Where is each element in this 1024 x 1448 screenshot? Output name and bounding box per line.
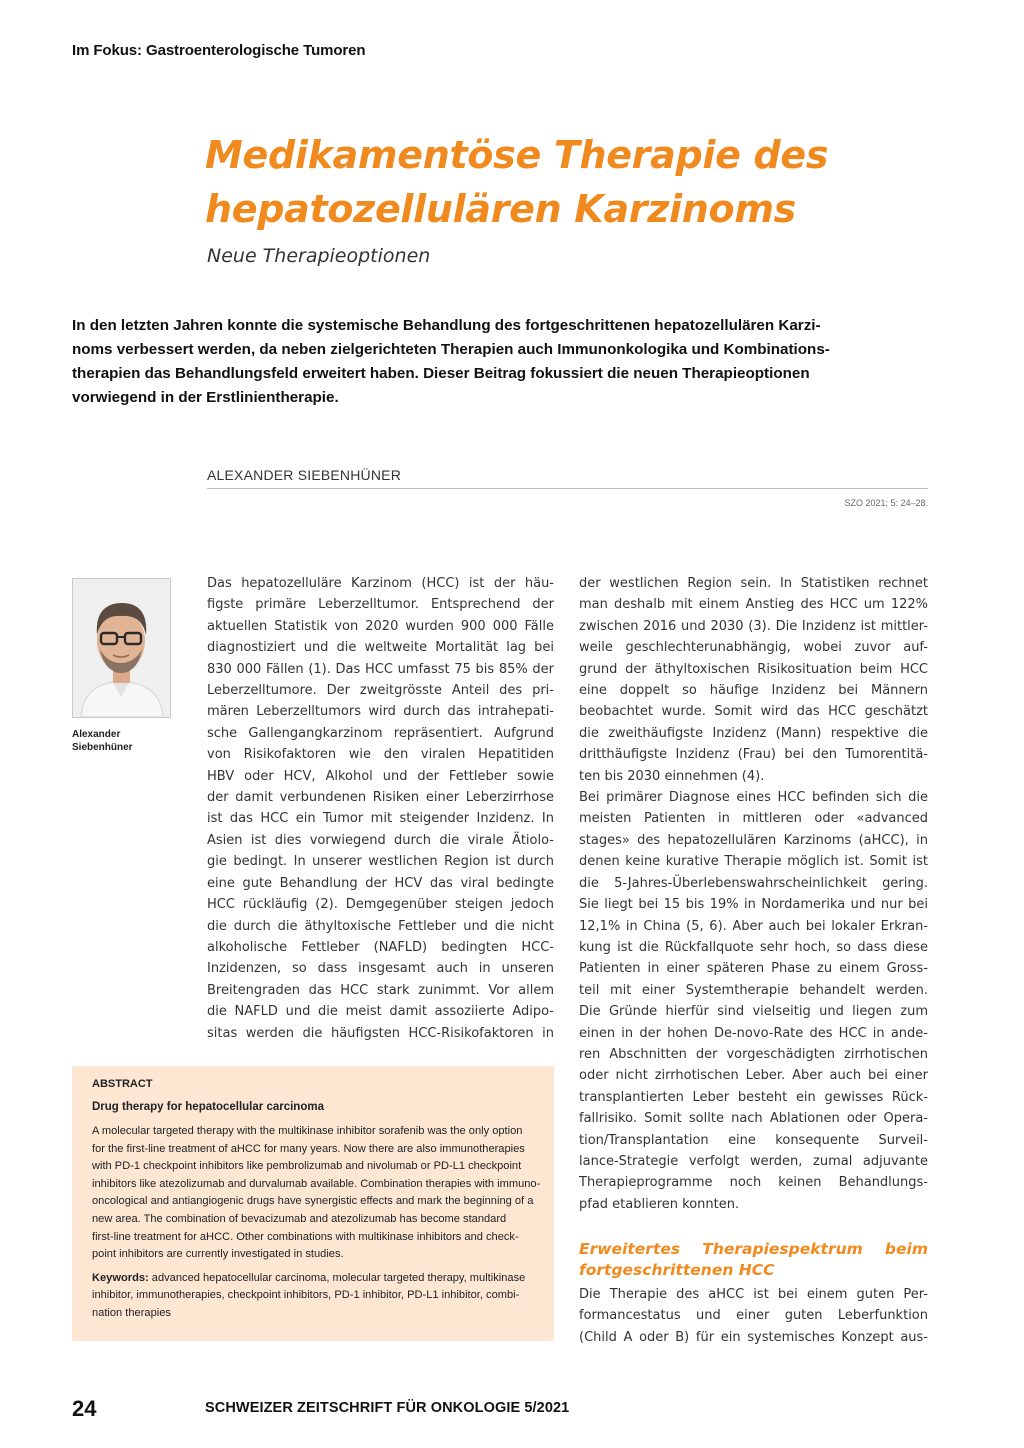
body-line: einen in der hohen De-novo-Rate des HCC in ande- — [579, 1025, 928, 1041]
body-line: Asien ist dies vorwiegend durch die virale Ätiolo- — [207, 832, 554, 848]
page-number: 24 — [72, 1396, 97, 1421]
citation: SZO 2021; 5: 24–28. — [844, 498, 928, 508]
abstract-line: for the first-line treatment of aHCC for many years. Now there are also immunotherapies — [92, 1142, 525, 1155]
body-line: ren Abschnitten der vorgeschädigten zirrhotischen — [579, 1046, 928, 1062]
body-line: 12,1% in China (5, 6). Aber auch bei lokaler Erkran- — [579, 918, 928, 934]
abstract-box — [72, 1066, 554, 1341]
abstract-line: new area. The combination of bevacizumab and atezolizumab has become standard — [92, 1212, 507, 1225]
body-column-2 — [579, 573, 928, 1215]
body-line: der damit verbundenen Risiken einer Leberzirrhose — [207, 790, 554, 806]
body-line: Das hepatozelluläre Karzinom (HCC) ist der häu- — [207, 576, 554, 591]
body-line: 830 000 Fällen (1). Das HCC umfasst 75 bis 85% der — [207, 661, 554, 677]
body-line: tion/Transplantation eine konsequente Surveil- — [579, 1132, 928, 1148]
body-line: alkoholische Fettleber (NAFLD) bedingten HCC- — [207, 939, 554, 955]
body-line: man deshalb mit einem Anstieg des HCC um 122% — [579, 597, 928, 613]
abstract-title: Drug therapy for hepatocellular carcinoma — [92, 1101, 324, 1113]
author-divider — [207, 488, 928, 489]
body-line: Die Therapie des aHCC ist bei einem guten Per- — [579, 1287, 928, 1302]
body-line: beobachtet wurde. Somit wird das HCC geschätzt — [579, 704, 928, 720]
body-line: stages» des hepatozellulären Karzinoms (aHCC), in — [579, 832, 928, 848]
article-subtitle: Neue Therapieoptionen — [207, 245, 431, 267]
body-line: diagnostiziert und die weltweite Mortalität lag bei — [207, 640, 554, 656]
lead-line: noms verbessert werden, da neben zielgerichteten Therapien auch Immunonkologika und Kombinations- — [72, 341, 830, 358]
body-line: aktuellen Statistik von 2020 wurden 900 000 Fälle — [207, 618, 554, 634]
body-line: pfad etablieren konnten. — [579, 1196, 740, 1212]
running-head: Im Fokus: Gastroenterologische Tumoren — [72, 42, 366, 59]
body-line: mären Leberzelltumors wird durch das intrahepati- — [207, 704, 554, 720]
body-line: sche Gallengangkarzinom repräsentiert. Aufgrund — [207, 725, 554, 741]
body-line: eine gute Behandlung der HCV das viral bedingte — [207, 875, 554, 891]
keywords-line: nation therapies — [92, 1306, 171, 1319]
body-line: der westlichen Region sein. In Statistiken rechnet — [579, 576, 928, 591]
body-line: gie bedingt. In unserer westlichen Region ist durch — [207, 854, 554, 870]
abstract-line: first-line treatment for aHCC. Other combinations with multikinase inhibitors and check- — [92, 1230, 519, 1243]
body-line: (Child A oder B) für ein systemisches Konzept aus- — [579, 1329, 928, 1345]
body-line: Breitengraden das HCC stark zunimmt. Vor allem — [207, 982, 554, 998]
section-heading-line: Erweitertes Therapiespektrum beim — [579, 1240, 928, 1258]
body-line: fallrisiko. Somit sollte nach Ablationen oder Opera- — [579, 1111, 928, 1127]
body-line: lance-Strategie verfolgt werden, zumal adjuvante — [579, 1153, 928, 1169]
body-line: Sie liegt bei 15 bis 19% in Nordamerika und nur bei — [579, 897, 928, 913]
body-line: Die Gründe hierfür sind vielseitig und liegen zum — [579, 1004, 928, 1020]
body-line: weile geschlechterunabhängig, wobei zuvor auf- — [579, 640, 928, 656]
author-photo — [72, 578, 171, 718]
keywords-line: advanced hepatocellular carcinoma, molecular targeted therapy, multikinase — [148, 1271, 526, 1284]
body-line: Therapieprogramme noch keinen Behandlungs- — [579, 1175, 928, 1191]
body-line: HCC rückläufig (2). Demgegenüber steigen jedoch — [207, 897, 554, 913]
lead-line: vorwiegend in der Erstlinientherapie. — [72, 389, 339, 406]
body-line: denen keine kurative Therapie möglich ist. Somit ist — [579, 854, 928, 870]
keywords-first-line — [92, 1270, 534, 1288]
body-line: Inzidenzen, so dass insgesamt auch in unseren — [207, 961, 554, 977]
abstract-line: inhibitors like atezolizumab and durvalumab available. Combination therapies with immuno- — [92, 1177, 541, 1190]
abstract-line: A molecular targeted therapy with the multikinase inhibitor sorafenib was the only option — [92, 1125, 523, 1137]
body-line: figste primäre Leberzelltumor. Entsprechend der — [207, 597, 554, 613]
lead-line: therapien das Behandlungsfeld erweitert haben. Dieser Beitrag fokussiert die neuen Therapieoptionen — [72, 365, 810, 382]
abstract-keywords — [92, 1270, 534, 1323]
photo-caption-line: Siebenhüner — [72, 742, 133, 753]
body-line: die durch die äthyltoxische Fettleber und die nicht — [207, 918, 554, 934]
abstract-line: oncological and antiangiogenic drugs have synergistic effects and mark the beginning of a — [92, 1195, 534, 1208]
body-line: Bei primärer Diagnose eines HCC befinden sich die — [579, 790, 928, 806]
article-title-line: hepatozellulären Karzinoms — [205, 187, 796, 231]
body-column-3 — [579, 1284, 928, 1348]
body-column-1 — [207, 573, 554, 1044]
photo-caption-line: Alexander — [72, 729, 121, 740]
lead-paragraph — [72, 314, 932, 410]
body-line: formancestatus und einer guten Leberfunktion — [579, 1308, 928, 1324]
body-line: meisten Patienten in mittleren oder «advanced — [579, 811, 928, 827]
body-line: dritthäufigste Inzidenz (Frau) bei den Tumorentitä- — [579, 747, 928, 763]
section-heading — [579, 1239, 928, 1281]
photo-caption — [72, 728, 182, 754]
abstract-line: with PD-1 checkpoint inhibitors like pembrolizumab and nivolumab or PD-L1 checkpoint — [92, 1160, 522, 1173]
body-line: von Risikofaktoren wie den viralen Hepatitiden — [207, 747, 554, 763]
body-line: oder nicht zirrhotischen Leber. Aber auch bei einer — [579, 1068, 928, 1084]
lead-line: In den letzten Jahren konnte die systemische Behandlung des fortgeschrittenen hepatozellulären Karzi- — [72, 317, 821, 334]
body-line: die NAFLD und die meist damit assoziierte Adipo- — [207, 1004, 554, 1020]
journal-footer: SCHWEIZER ZEITSCHRIFT FÜR ONKOLOGIE 5/2021 — [205, 1400, 570, 1416]
body-line: eine doppelt so häufige Inzidenz bei Männern — [579, 683, 928, 699]
article-title — [205, 128, 965, 236]
body-line: sitas werden die häufigsten HCC-Risikofaktoren in — [207, 1025, 554, 1041]
section-heading-line: fortgeschrittenen HCC — [579, 1261, 775, 1279]
keywords-line: inhibitor, immunotherapies, checkpoint inhibitors, PD-1 inhibitor, PD-L1 inhibitor, combi- — [92, 1289, 520, 1302]
body-line: zwischen 2016 und 2030 (3). Die Inzidenz ist mittler- — [579, 618, 928, 634]
body-line: die zweithäufigste Inzidenz (Mann) respektive die — [579, 725, 928, 741]
author-portrait-image — [73, 579, 170, 717]
abstract-heading: ABSTRACT — [92, 1078, 153, 1090]
body-line: grund der äthyltoxischen Risikosituation beim HCC — [579, 661, 928, 677]
body-line: HBV oder HCV, Alkohol und der Fettleber sowie — [207, 768, 554, 784]
abstract-body — [92, 1123, 541, 1264]
body-line: ist das HCC ein Tumor mit steigender Inzidenz. In — [207, 811, 554, 827]
abstract-line: point inhibitors are currently investigated in studies. — [92, 1248, 344, 1261]
body-line: kung ist die Rückfallquote sehr hoch, so dass diese — [579, 939, 928, 955]
body-line: teil mit einer Systemtherapie behandelt werden. — [579, 982, 928, 998]
body-line: Leberzelltumore. Der zweitgrösste Anteil des pri- — [207, 683, 554, 699]
body-line: die 5-Jahres-Überlebenswahrscheinlichkeit gering. — [579, 875, 928, 891]
body-line: ten bis 2030 einnehmen (4). — [579, 768, 765, 784]
article-title-line: Medikamentöse Therapie des — [205, 133, 829, 177]
author-name: ALEXANDER SIEBENHÜNER — [207, 467, 402, 483]
keywords-label: Keywords: — [92, 1271, 149, 1284]
body-line: transplantierten Leber besteht ein gewisses Rück- — [579, 1089, 928, 1105]
body-line: Patienten in einer späteren Phase zu einem Gross- — [579, 961, 928, 977]
